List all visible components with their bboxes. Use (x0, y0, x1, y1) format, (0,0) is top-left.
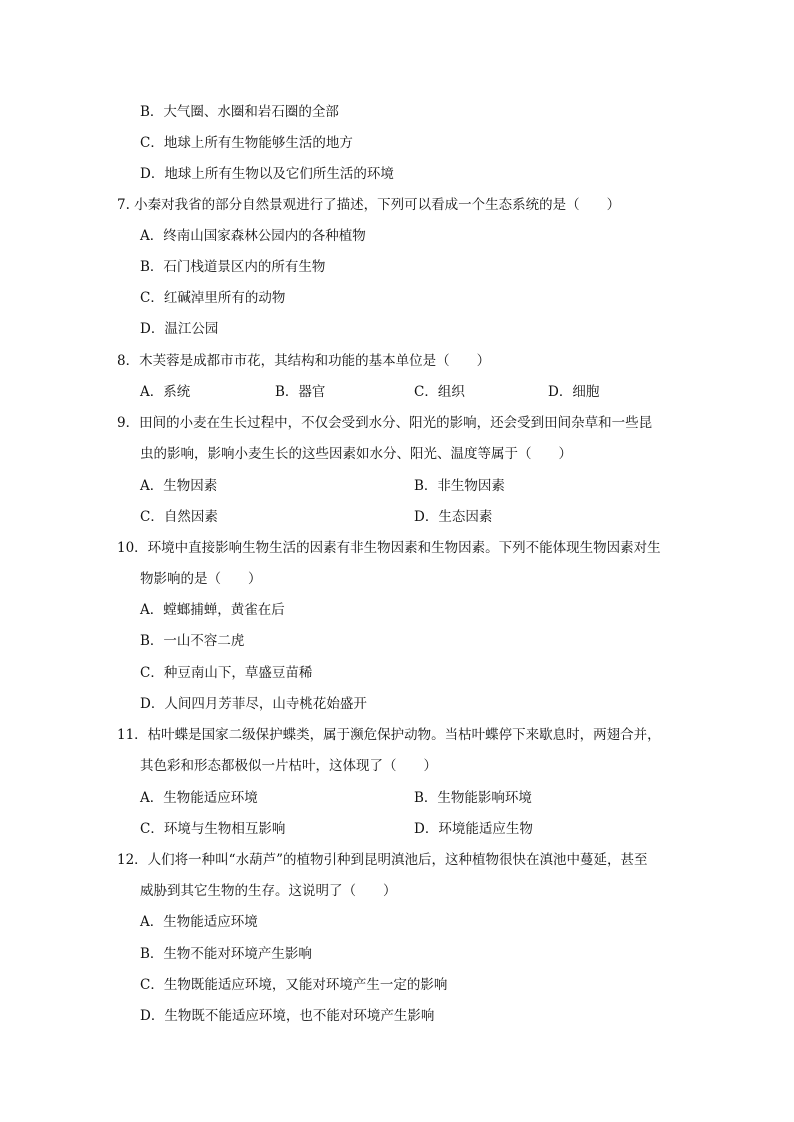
q6-option-c: C．地球上所有生物能够生活的地方 (140, 135, 353, 151)
q9-option-a: A．生物因素 (140, 478, 218, 494)
q10-stem-line1: 10．环境中直接影响生物生活的因素有非生物因素和生物因素。下列不能体现生物因素对生 (117, 540, 661, 556)
q10-option-c: C．种豆南山下，草盛豆苗稀 (140, 665, 313, 681)
q8-stem: 8．木芙蓉是成都市市花，其结构和功能的基本单位是（ ） (117, 353, 491, 369)
q12-stem-line2: 威胁到其它生物的生存。这说明了（ ） (140, 883, 397, 899)
q7-option-d: D．温江公园 (140, 321, 219, 337)
q6-option-b: B．大气圈、水圈和岩石圈的全部 (140, 104, 339, 120)
q10-stem-line2: 物影响的是（ ） (140, 571, 262, 587)
q12-option-c: C．生物既能适应环境，又能对环境产生一定的影响 (140, 977, 448, 993)
q11-stem-line2: 其色彩和形态都极似一片枯叶，这体现了（ ） (140, 758, 437, 774)
q8-option-c: C．组织 (414, 384, 465, 400)
q7-stem: 7. 小秦对我省的部分自然景观进行了描述，下列可以看成一个生态系统的是（ ） (117, 197, 621, 213)
q7-option-a: A．终南山国家森林公园内的各种植物 (140, 228, 366, 244)
q7-option-b: B．石门栈道景区内的所有生物 (140, 259, 326, 275)
q7-option-c: C．红碱淖里所有的动物 (140, 290, 286, 306)
q11-option-b: B．生物能影响环境 (414, 790, 532, 806)
q11-option-c: C．环境与生物相互影响 (140, 821, 286, 837)
q12-option-a: A．生物能适应环境 (140, 914, 258, 930)
q11-stem-line1: 11．枯叶蝶是国家二级保护蝶类，属于濒危保护动物。当枯叶蝶停下来歇息时，两翅合并， (117, 727, 661, 743)
q9-option-b: B．非生物因素 (414, 478, 505, 494)
q10-option-b: B．一山不容二虎 (140, 633, 245, 649)
q8-option-b: B．器官 (275, 384, 326, 400)
q9-option-c: C．自然因素 (140, 509, 218, 525)
q10-option-a: A．螳螂捕蝉，黄雀在后 (140, 602, 285, 618)
q12-option-d: D．生物既不能适应环境，也不能对环境产生影响 (140, 1008, 435, 1024)
q11-option-d: D．环境能适应生物 (414, 821, 533, 837)
q11-option-a: A．生物能适应环境 (140, 790, 258, 806)
q9-option-d: D．生态因素 (414, 509, 493, 525)
q12-option-b: B．生物不能对环境产生影响 (140, 946, 312, 962)
q9-stem-line2: 虫的影响，影响小麦生长的这些因素如水分、阳光、温度等属于（ ） (140, 446, 572, 462)
q9-stem-line1: 9．田间的小麦在生长过程中，不仅会受到水分、阳光的影响，还会受到田间杂草和一些昆 (117, 415, 653, 431)
q8-option-d: D．细胞 (548, 384, 600, 400)
q6-option-d: D．地球上所有生物以及它们所生活的环境 (140, 166, 394, 182)
q10-option-d: D．人间四月芳菲尽，山寺桃花始盛开 (140, 696, 367, 712)
q8-option-a: A．系统 (140, 384, 191, 400)
q12-stem-line1: 12．人们将一种叫“水葫芦”的植物引种到昆明滇池后，这种植物很快在滇池中蔓延，甚至 (117, 852, 648, 868)
